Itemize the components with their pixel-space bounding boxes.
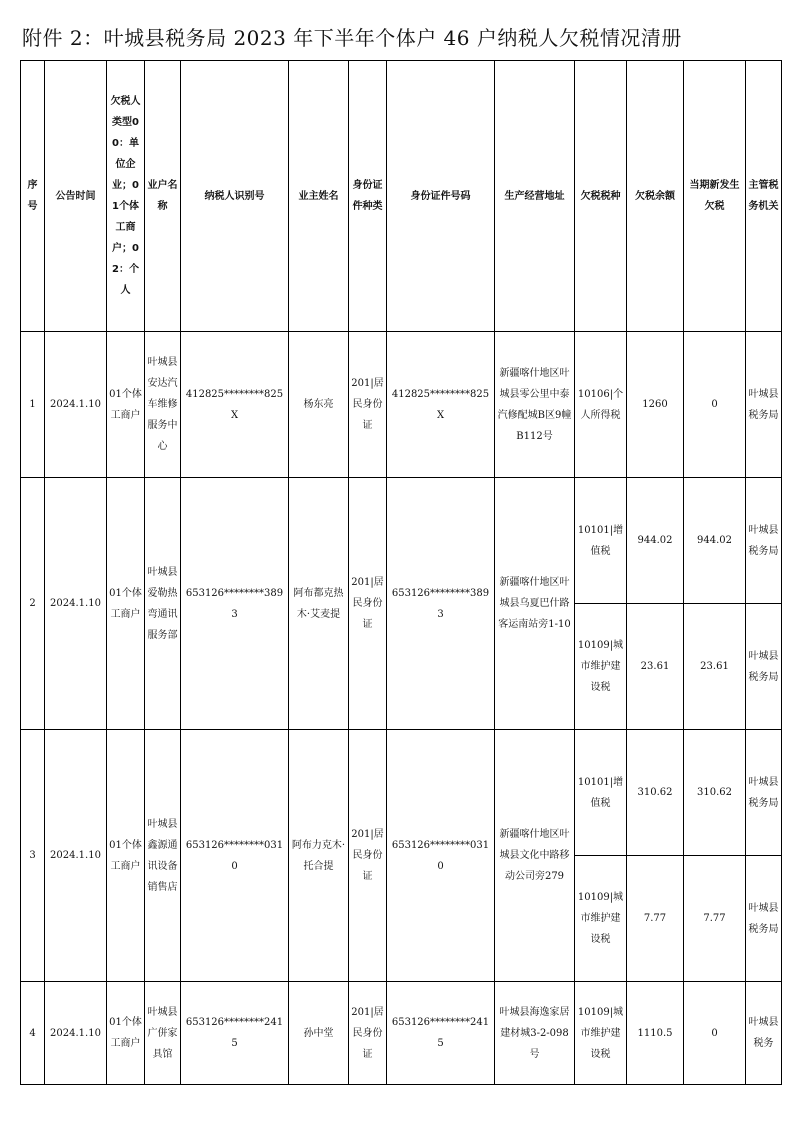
cell-authority: 叶城县税务局 (746, 730, 782, 856)
cell-authority: 叶城县税务局 (746, 604, 782, 730)
header-new: 当期新发生欠税 (684, 61, 746, 332)
cell-balance: 23.61 (627, 604, 684, 730)
cell-type: 01个体工商户 (107, 332, 145, 478)
cell-id-no: 653126********0310 (387, 730, 495, 982)
header-row (21, 61, 782, 332)
cell-owner: 阿布力克木·托合提 (289, 730, 349, 982)
cell-new: 310.62 (684, 730, 746, 856)
cell-name: 叶城县爱勒热弯通讯服务部 (145, 478, 181, 730)
cell-name: 叶城县安达汽车维修服务中心 (145, 332, 181, 478)
cell-authority: 叶城县税务局 (746, 332, 782, 478)
cell-owner: 孙中堂 (289, 982, 349, 1085)
cell-tax-kind: 10101|增值税 (575, 730, 627, 856)
cell-new: 0 (684, 982, 746, 1085)
cell-balance: 7.77 (627, 856, 684, 982)
cell-date: 2024.1.10 (45, 982, 107, 1085)
cell-seq: 3 (21, 730, 45, 982)
header-id-no: 身份证件号码 (387, 61, 495, 332)
cell-authority: 叶城县税务局 (746, 478, 782, 604)
cell-balance: 944.02 (627, 478, 684, 604)
page-title: 附件 2：叶城县税务局 2023 年下半年个体户 46 户纳税人欠税情况清册 (22, 26, 682, 50)
cell-id-type: 201|居民身份证 (349, 982, 387, 1085)
cell-id-type: 201|居民身份证 (349, 332, 387, 478)
cell-name: 叶城县鑫源通讯设备销售店 (145, 730, 181, 982)
header-date: 公告时间 (45, 61, 107, 332)
cell-id-no: 653126********3893 (387, 478, 495, 730)
cell-type: 01个体工商户 (107, 478, 145, 730)
cell-seq: 2 (21, 478, 45, 730)
table-row (21, 982, 782, 1085)
cell-address: 新疆喀什地区叶城县零公里中泰汽修配城B区9幢B112号 (495, 332, 575, 478)
cell-type: 01个体工商户 (107, 982, 145, 1085)
cell-date: 2024.1.10 (45, 478, 107, 730)
cell-address: 新疆喀什地区叶城县乌夏巴什路客运南站旁1-10 (495, 478, 575, 730)
cell-new: 944.02 (684, 478, 746, 604)
cell-seq: 1 (21, 332, 45, 478)
cell-balance: 310.62 (627, 730, 684, 856)
cell-balance: 1260 (627, 332, 684, 478)
cell-owner: 阿布都克热木·艾麦提 (289, 478, 349, 730)
cell-id-no: 412825********825X (387, 332, 495, 478)
cell-address: 新疆喀什地区叶城县文化中路移动公司旁279 (495, 730, 575, 982)
cell-new: 23.61 (684, 604, 746, 730)
header-name: 业户名称 (145, 61, 181, 332)
cell-owner: 杨东亮 (289, 332, 349, 478)
header-authority: 主管税务机关 (746, 61, 782, 332)
table-row (21, 730, 782, 856)
cell-tax-kind: 10101|增值税 (575, 478, 627, 604)
cell-balance: 1110.5 (627, 982, 684, 1085)
header-balance: 欠税余额 (627, 61, 684, 332)
header-id-type: 身份证件种类 (349, 61, 387, 332)
cell-tin: 653126********3893 (181, 478, 289, 730)
cell-tin: 653126********0310 (181, 730, 289, 982)
cell-authority: 叶城县税务 (746, 982, 782, 1085)
cell-tax-kind: 10109|城市维护建设税 (575, 982, 627, 1085)
cell-tax-kind: 10109|城市维护建设税 (575, 856, 627, 982)
cell-tax-kind: 10106|个人所得税 (575, 332, 627, 478)
cell-seq: 4 (21, 982, 45, 1085)
cell-type: 01个体工商户 (107, 730, 145, 982)
header-tax-kind: 欠税税种 (575, 61, 627, 332)
cell-date: 2024.1.10 (45, 730, 107, 982)
cell-new: 0 (684, 332, 746, 478)
header-type: 欠税人类型00：单位企业；01个体工商户；02：个人 (107, 61, 145, 332)
cell-name: 叶城县广併家具馆 (145, 982, 181, 1085)
cell-id-no: 653126********2415 (387, 982, 495, 1085)
table-row (21, 478, 782, 604)
cell-id-type: 201|居民身份证 (349, 730, 387, 982)
cell-tin: 412825********825X (181, 332, 289, 478)
cell-id-type: 201|居民身份证 (349, 478, 387, 730)
cell-new: 7.77 (684, 856, 746, 982)
header-tin: 纳税人识别号 (181, 61, 289, 332)
header-address: 生产经营地址 (495, 61, 575, 332)
cell-date: 2024.1.10 (45, 332, 107, 478)
table-row (21, 332, 782, 478)
cell-tin: 653126********2415 (181, 982, 289, 1085)
header-owner: 业主姓名 (289, 61, 349, 332)
cell-tax-kind: 10109|城市维护建设税 (575, 604, 627, 730)
header-seq: 序号 (21, 61, 45, 332)
cell-address: 叶城县海逸家居建材城3-2-098号 (495, 982, 575, 1085)
tax-arrears-table (20, 60, 782, 1085)
cell-authority: 叶城县税务局 (746, 856, 782, 982)
